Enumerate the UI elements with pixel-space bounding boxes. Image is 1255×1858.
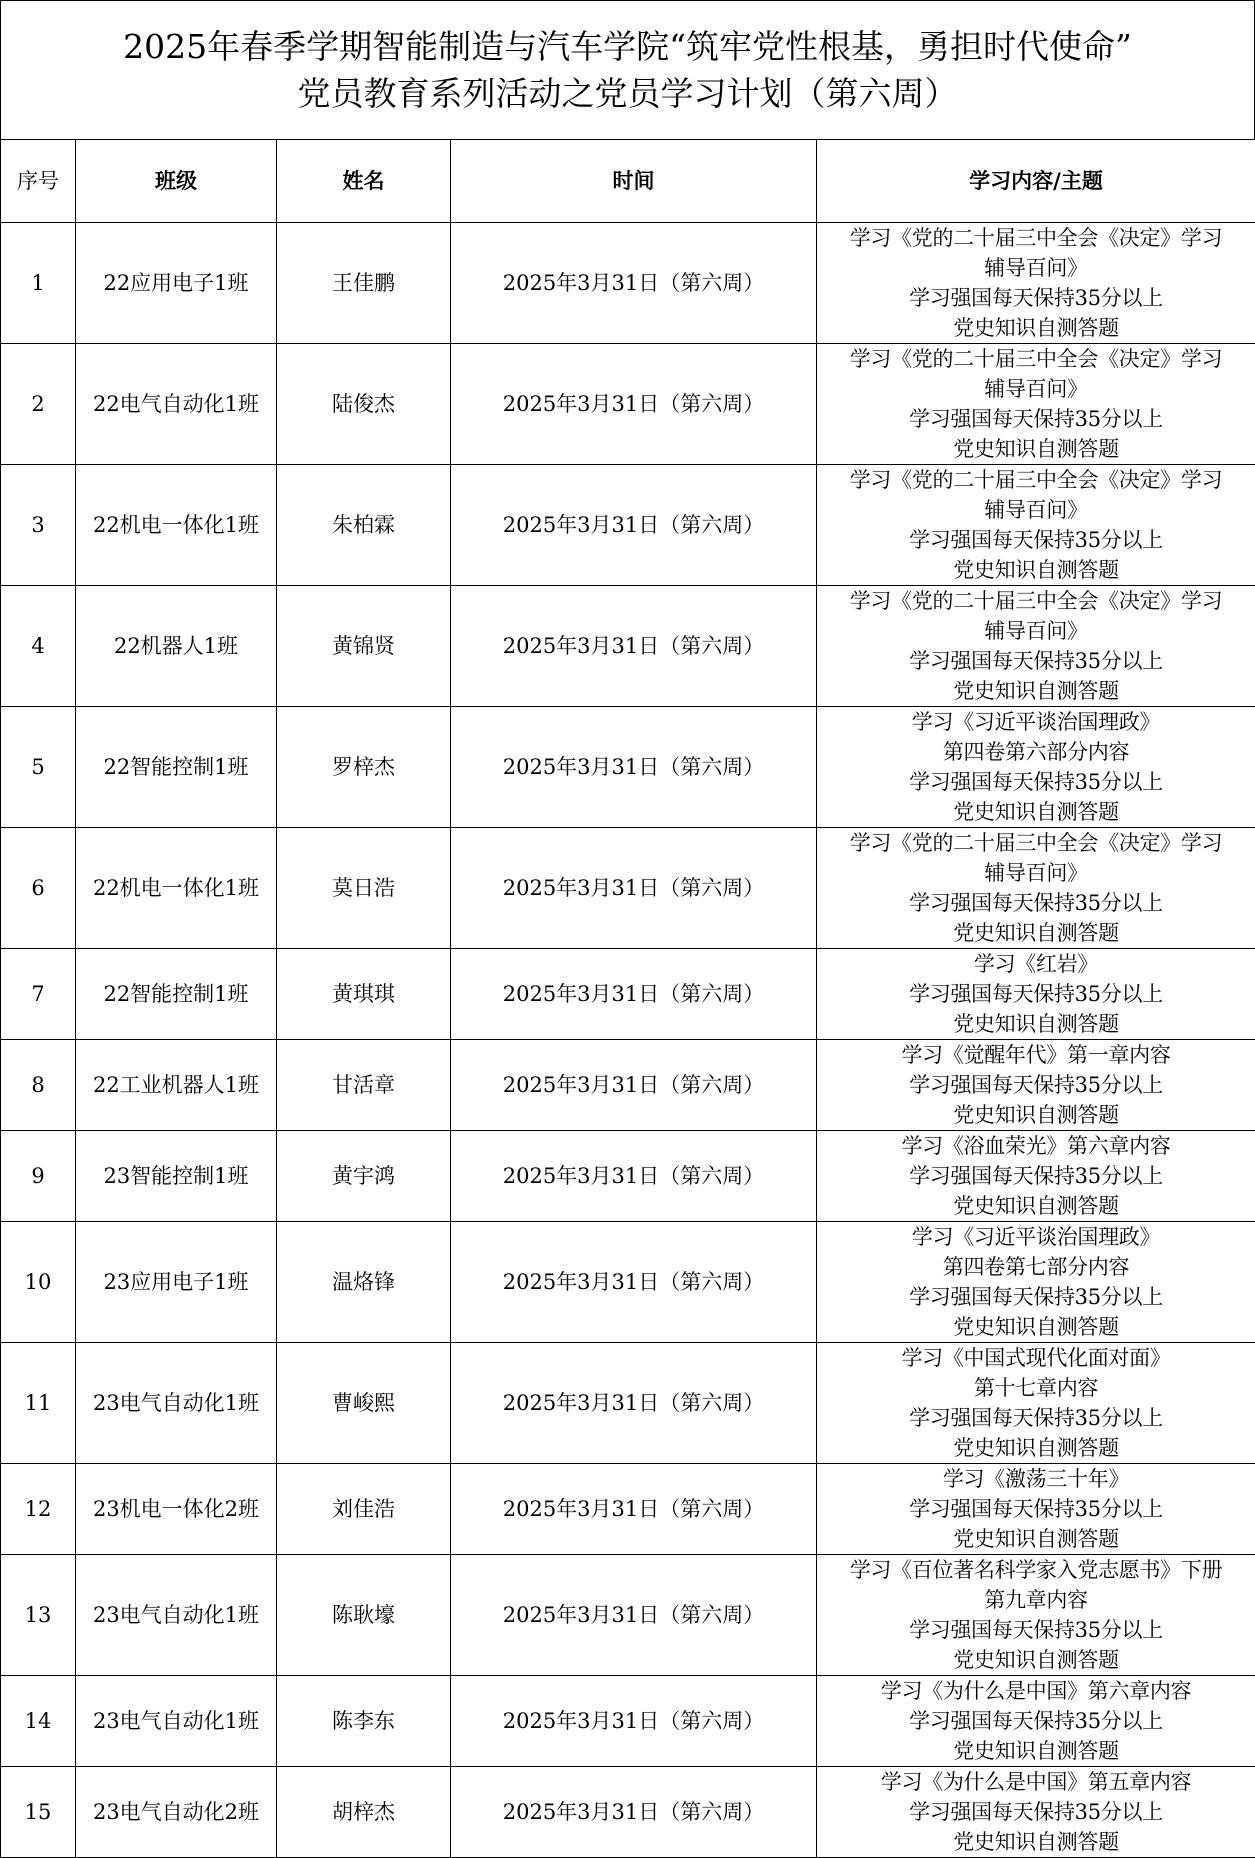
- row-time: 2025年3月31日（第六周）: [451, 344, 817, 465]
- content-line: 党史知识自测答题: [817, 434, 1255, 464]
- table-body: [1, 223, 1255, 1858]
- row-class: 23电气自动化2班: [76, 1767, 277, 1858]
- row-content: [817, 344, 1255, 465]
- content-line: 党史知识自测答题: [817, 1524, 1255, 1554]
- table-row: [1, 707, 1255, 828]
- table-row: [1, 223, 1255, 344]
- row-name: 王佳鹏: [277, 223, 451, 344]
- content-line: 辅导百问》: [817, 374, 1255, 404]
- header-class: 班级: [76, 140, 277, 223]
- row-time: 2025年3月31日（第六周）: [451, 1131, 817, 1222]
- content-line: 党史知识自测答题: [817, 676, 1255, 706]
- content-line: 党史知识自测答题: [817, 313, 1255, 343]
- row-class: 23应用电子1班: [76, 1222, 277, 1343]
- row-seq: 14: [1, 1676, 76, 1767]
- table-header-row: [1, 140, 1255, 223]
- table-row: [1, 344, 1255, 465]
- content-line: 第四卷第六部分内容: [817, 737, 1255, 767]
- row-content: [817, 1343, 1255, 1464]
- content-line: 辅导百问》: [817, 253, 1255, 283]
- row-time: 2025年3月31日（第六周）: [451, 1767, 817, 1858]
- content-line: 学习《党的二十届三中全会《决定》学习: [817, 223, 1255, 253]
- content-line: 党史知识自测答题: [817, 1009, 1255, 1039]
- table-row: [1, 1131, 1255, 1222]
- row-name: 陈李东: [277, 1676, 451, 1767]
- row-class: 22工业机器人1班: [76, 1040, 277, 1131]
- content-line: 学习强国每天保持35分以上: [817, 646, 1255, 676]
- header-name: 姓名: [277, 140, 451, 223]
- content-line: 学习强国每天保持35分以上: [817, 979, 1255, 1009]
- content-line: 党史知识自测答题: [817, 1645, 1255, 1675]
- content-line: 第十七章内容: [817, 1373, 1255, 1403]
- content-line: 学习《党的二十届三中全会《决定》学习: [817, 828, 1255, 858]
- content-line: 学习《红岩》: [817, 949, 1255, 979]
- content-line: 党史知识自测答题: [817, 1433, 1255, 1463]
- row-name: 刘佳浩: [277, 1464, 451, 1555]
- row-name: 罗梓杰: [277, 707, 451, 828]
- row-content: [817, 586, 1255, 707]
- row-seq: 5: [1, 707, 76, 828]
- content-line: 党史知识自测答题: [817, 1827, 1255, 1857]
- row-time: 2025年3月31日（第六周）: [451, 1040, 817, 1131]
- content-line: 学习《习近平谈治国理政》: [817, 1222, 1255, 1252]
- row-time: 2025年3月31日（第六周）: [451, 1464, 817, 1555]
- content-line: 党史知识自测答题: [817, 555, 1255, 585]
- row-name: 朱柏霖: [277, 465, 451, 586]
- row-class: 23机电一体化2班: [76, 1464, 277, 1555]
- row-name: 胡梓杰: [277, 1767, 451, 1858]
- row-time: 2025年3月31日（第六周）: [451, 828, 817, 949]
- row-name: 黄锦贤: [277, 586, 451, 707]
- content-line: 党史知识自测答题: [817, 797, 1255, 827]
- row-content: [817, 1131, 1255, 1222]
- row-time: 2025年3月31日（第六周）: [451, 586, 817, 707]
- row-time: 2025年3月31日（第六周）: [451, 1343, 817, 1464]
- row-name: 甘活章: [277, 1040, 451, 1131]
- row-content: [817, 1767, 1255, 1858]
- content-line: 学习强国每天保持35分以上: [817, 1403, 1255, 1433]
- row-seq: 15: [1, 1767, 76, 1858]
- content-line: 辅导百问》: [817, 616, 1255, 646]
- row-seq: 9: [1, 1131, 76, 1222]
- row-name: 莫日浩: [277, 828, 451, 949]
- content-line: 学习强国每天保持35分以上: [817, 404, 1255, 434]
- table-row: [1, 1343, 1255, 1464]
- content-line: 学习《中国式现代化面对面》: [817, 1343, 1255, 1373]
- content-line: 学习《党的二十届三中全会《决定》学习: [817, 586, 1255, 616]
- row-content: [817, 1555, 1255, 1676]
- row-seq: 13: [1, 1555, 76, 1676]
- row-content: [817, 707, 1255, 828]
- content-line: 学习《为什么是中国》第五章内容: [817, 1767, 1255, 1797]
- table-row: [1, 1464, 1255, 1555]
- row-name: 陈耿壕: [277, 1555, 451, 1676]
- row-seq: 6: [1, 828, 76, 949]
- row-class: 23智能控制1班: [76, 1131, 277, 1222]
- content-line: 辅导百问》: [817, 858, 1255, 888]
- header-time: 时间: [451, 140, 817, 223]
- study-plan-table: [0, 139, 1255, 1858]
- content-line: 学习《党的二十届三中全会《决定》学习: [817, 344, 1255, 374]
- content-line: 学习《习近平谈治国理政》: [817, 707, 1255, 737]
- content-line: 学习强国每天保持35分以上: [817, 1070, 1255, 1100]
- document-title: [0, 0, 1255, 139]
- row-seq: 10: [1, 1222, 76, 1343]
- content-line: 学习强国每天保持35分以上: [817, 1615, 1255, 1645]
- row-class: 23电气自动化1班: [76, 1343, 277, 1464]
- header-content: 学习内容/主题: [817, 140, 1255, 223]
- table-row: [1, 828, 1255, 949]
- content-line: 党史知识自测答题: [817, 918, 1255, 948]
- row-time: 2025年3月31日（第六周）: [451, 949, 817, 1040]
- row-content: [817, 1464, 1255, 1555]
- table-row: [1, 1676, 1255, 1767]
- table-row: [1, 1222, 1255, 1343]
- row-seq: 1: [1, 223, 76, 344]
- content-line: 党史知识自测答题: [817, 1191, 1255, 1221]
- row-time: 2025年3月31日（第六周）: [451, 1222, 817, 1343]
- header-seq: 序号: [1, 140, 76, 223]
- row-seq: 2: [1, 344, 76, 465]
- content-line: 学习强国每天保持35分以上: [817, 767, 1255, 797]
- table-row: [1, 586, 1255, 707]
- row-seq: 12: [1, 1464, 76, 1555]
- content-line: 学习《激荡三十年》: [817, 1464, 1255, 1494]
- content-line: 学习《党的二十届三中全会《决定》学习: [817, 465, 1255, 495]
- content-line: 辅导百问》: [817, 495, 1255, 525]
- row-content: [817, 949, 1255, 1040]
- content-line: 学习《觉醒年代》第一章内容: [817, 1040, 1255, 1070]
- table-row: [1, 465, 1255, 586]
- content-line: 学习强国每天保持35分以上: [817, 1161, 1255, 1191]
- row-seq: 3: [1, 465, 76, 586]
- content-line: 学习强国每天保持35分以上: [817, 1282, 1255, 1312]
- row-class: 22机电一体化1班: [76, 828, 277, 949]
- row-content: [817, 828, 1255, 949]
- row-time: 2025年3月31日（第六周）: [451, 223, 817, 344]
- row-time: 2025年3月31日（第六周）: [451, 1676, 817, 1767]
- row-class: 22机电一体化1班: [76, 465, 277, 586]
- content-line: 学习强国每天保持35分以上: [817, 1494, 1255, 1524]
- content-line: 党史知识自测答题: [817, 1736, 1255, 1766]
- row-seq: 8: [1, 1040, 76, 1131]
- content-line: 学习《浴血荣光》第六章内容: [817, 1131, 1255, 1161]
- row-time: 2025年3月31日（第六周）: [451, 465, 817, 586]
- table-row: [1, 949, 1255, 1040]
- row-name: 黄宇鸿: [277, 1131, 451, 1222]
- title-line-2: 党员教育系列活动之党员学习计划（第六周）: [298, 70, 958, 117]
- title-line-1: 2025年春季学期智能制造与汽车学院“筑牢党性根基，勇担时代使命”: [123, 23, 1132, 70]
- table-row: [1, 1767, 1255, 1858]
- table-row: [1, 1040, 1255, 1131]
- content-line: 学习强国每天保持35分以上: [817, 525, 1255, 555]
- row-content: [817, 465, 1255, 586]
- content-line: 学习强国每天保持35分以上: [817, 1797, 1255, 1827]
- row-class: 23电气自动化1班: [76, 1555, 277, 1676]
- row-class: 23电气自动化1班: [76, 1676, 277, 1767]
- row-name: 陆俊杰: [277, 344, 451, 465]
- row-content: [817, 1222, 1255, 1343]
- row-class: 22智能控制1班: [76, 949, 277, 1040]
- row-class: 22机器人1班: [76, 586, 277, 707]
- row-content: [817, 223, 1255, 344]
- row-name: 温烙锋: [277, 1222, 451, 1343]
- content-line: 党史知识自测答题: [817, 1100, 1255, 1130]
- content-line: 第九章内容: [817, 1585, 1255, 1615]
- content-line: 学习强国每天保持35分以上: [817, 888, 1255, 918]
- content-line: 第四卷第七部分内容: [817, 1252, 1255, 1282]
- row-content: [817, 1040, 1255, 1131]
- row-time: 2025年3月31日（第六周）: [451, 1555, 817, 1676]
- row-seq: 4: [1, 586, 76, 707]
- table-row: [1, 1555, 1255, 1676]
- row-class: 22智能控制1班: [76, 707, 277, 828]
- content-line: 党史知识自测答题: [817, 1312, 1255, 1342]
- row-name: 黄琪琪: [277, 949, 451, 1040]
- content-line: 学习强国每天保持35分以上: [817, 283, 1255, 313]
- row-time: 2025年3月31日（第六周）: [451, 707, 817, 828]
- row-class: 22电气自动化1班: [76, 344, 277, 465]
- content-line: 学习强国每天保持35分以上: [817, 1706, 1255, 1736]
- content-line: 学习《百位著名科学家入党志愿书》下册: [817, 1555, 1255, 1585]
- row-seq: 11: [1, 1343, 76, 1464]
- row-content: [817, 1676, 1255, 1767]
- content-line: 学习《为什么是中国》第六章内容: [817, 1676, 1255, 1706]
- row-class: 22应用电子1班: [76, 223, 277, 344]
- row-name: 曹峻熙: [277, 1343, 451, 1464]
- row-seq: 7: [1, 949, 76, 1040]
